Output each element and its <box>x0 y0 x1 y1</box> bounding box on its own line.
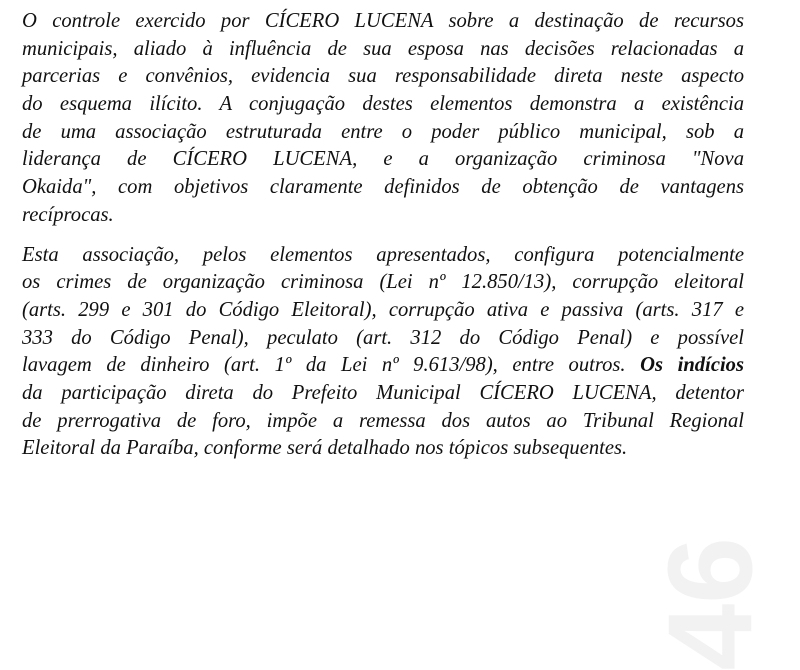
text-line: (arts. 299 e 301 do Código Eleitoral), corrupção ativa e passiva (arts. 317 e <box>22 298 744 321</box>
text-line: Eleitoral da Paraíba, conforme será detalhado nos tópicos subsequentes. <box>22 437 628 460</box>
paragraph-1 <box>22 8 744 230</box>
document-body <box>22 8 744 463</box>
text-line: os crimes de organização criminosa (Lei nº 12.850/13), corrupção eleitoral <box>22 271 744 294</box>
text-line: do esquema ilícito. A conjugação destes elementos demonstra a existência <box>22 93 744 116</box>
page-number-watermark: 46 <box>643 537 777 670</box>
text-line: de prerrogativa de foro, impõe a remessa dos autos ao Tribunal Regional <box>22 409 744 432</box>
text-segment: lavagem de dinheiro (art. 1º da Lei nº 9.613/98), entre outros. <box>22 354 626 377</box>
text-line: Okaida", com objetivos claramente definidos de obtenção de vantagens <box>22 176 744 199</box>
text-line: parcerias e convênios, evidencia sua responsabilidade direta neste aspecto <box>22 65 744 88</box>
paragraph-spacer <box>22 230 744 242</box>
bold-emphasis: Os indícios <box>640 354 744 377</box>
text-line: recíprocas. <box>22 203 114 226</box>
text-line: Esta associação, pelos elementos apresentados, configura potencialmente <box>22 243 744 266</box>
text-line: da participação direta do Prefeito Municipal CÍCERO LUCENA, detentor <box>22 381 744 404</box>
text-line: O controle exercido por CÍCERO LUCENA sobre a destinação de recursos <box>22 10 744 32</box>
text-line: 333 do Código Penal), peculato (art. 312 do Código Penal) e possível <box>22 326 744 349</box>
text-line-with-bold <box>22 352 744 380</box>
paragraph-2 <box>22 242 744 464</box>
text-line: liderança de CÍCERO LUCENA, e a organização criminosa "Nova <box>22 148 744 171</box>
text-line: municipais, aliado à influência de sua esposa nas decisões relacionadas a <box>22 37 744 60</box>
text-line: de uma associação estruturada entre o poder público municipal, sob a <box>22 120 744 143</box>
